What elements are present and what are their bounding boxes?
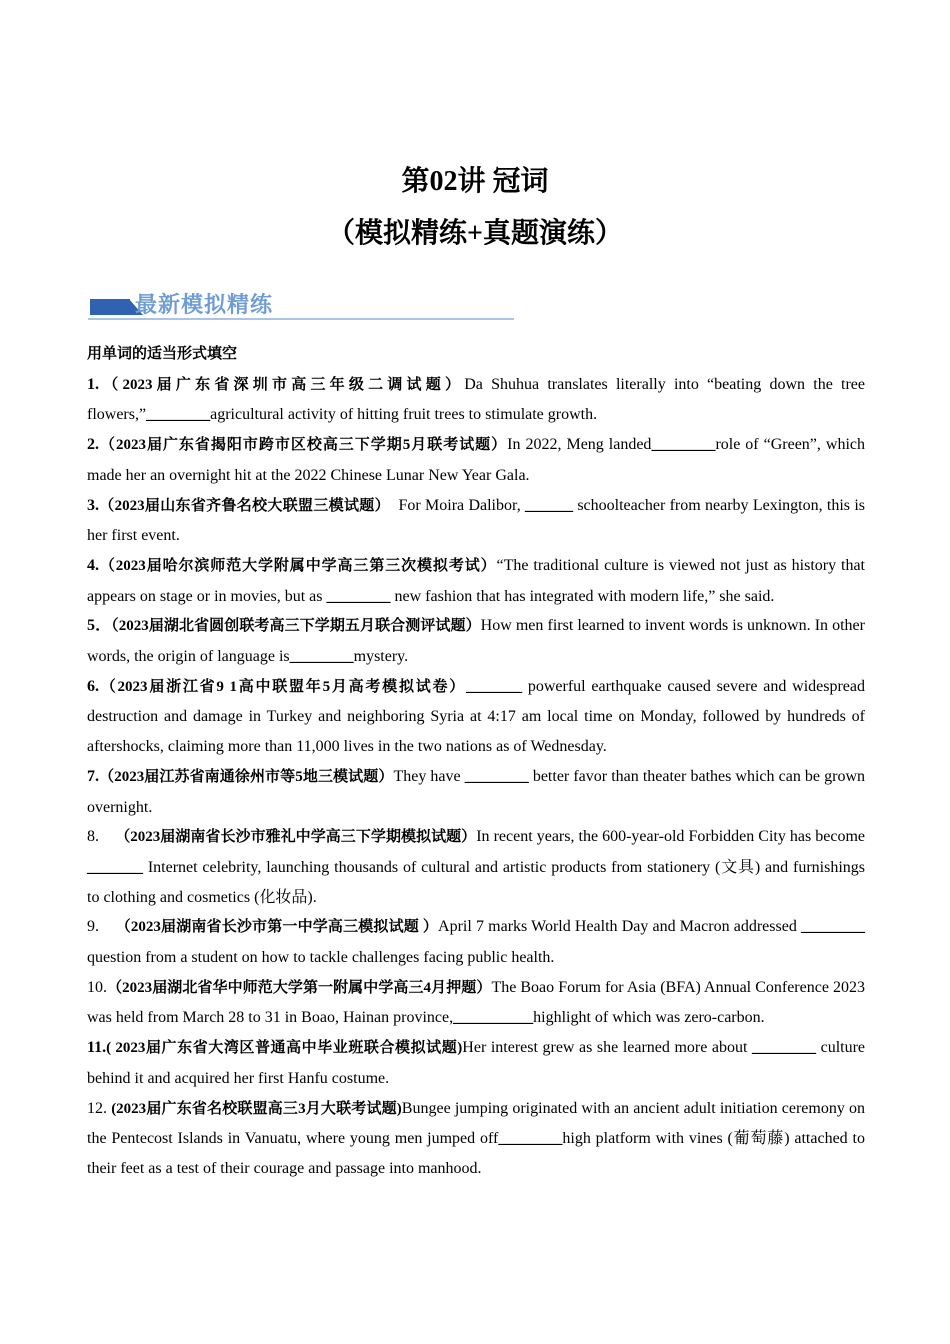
question-number: 11. [87, 1039, 107, 1057]
answer-blank[interactable]: ________ [796, 918, 869, 936]
answer-blank[interactable]: ______ [520, 496, 578, 514]
answer-blank[interactable]: ________ [146, 406, 211, 424]
question-text-before: Bungee jumping originated with an ancient adult initiation ceremony on the Pentecost Islands in Vanuatu, where young men jumped off [87, 1099, 866, 1148]
question-item [87, 672, 865, 762]
question-item [87, 370, 865, 430]
question-text-before: The Boao Forum for Asia (BFA) Annual Conference 2023 was held from March 28 to 31 in Boao, Hainan province, [87, 978, 865, 1027]
question-item [87, 611, 865, 671]
question-item [87, 912, 869, 972]
question-text-before: In recent years, the 600-year-old Forbidden City has become [476, 828, 866, 846]
question-source: （2023届山东省齐鲁名校大联盟三模试题） [99, 497, 390, 514]
question-number: 6. [87, 677, 99, 695]
question-text-after: powerful earthquake caused severe and widespread destruction and damage in Turkey and neighboring Syria at 4:17 am local time on Monday, followed by hundreds of aftershocks, claiming more than 11,000 lives in the two nations as of Wednesday. [87, 677, 866, 756]
question-source: （2023届广东省深圳市高三年级二调试题） [99, 376, 465, 393]
question-source: （2023届湖北省华中师范大学第一附属中学高三4月押题） [107, 979, 492, 996]
question-item [87, 491, 865, 551]
question-text-after: high platform with vines (葡萄藤) attached to their feet as a test of their courage and passage into manhood. [87, 1130, 865, 1177]
banner-bar-icon [90, 299, 130, 315]
question-text-before: “The traditional culture is viewed not just as history that appears on stage or in movies, but as [87, 556, 865, 605]
question-text-after: question from a student on how to tackle challenges facing public health. [87, 949, 555, 967]
section-title: 最新模拟精练 [135, 293, 274, 318]
question-number: 10. [87, 978, 107, 996]
answer-blank[interactable]: __________ [453, 1009, 534, 1027]
question-source: ( 2023届广东省大湾区普通高中毕业班联合模拟试题) [106, 1040, 463, 1057]
question-text-after: mystery. [353, 648, 409, 666]
question-text-before: How men first learned to invent words is unknown. In other words, the origin of language is [87, 617, 865, 666]
question-number: 5． [87, 617, 112, 635]
question-source: （2023届江苏省南通徐州市等5地三模试题） [99, 768, 394, 785]
instruction: 用单词的适当形式填空 [87, 346, 238, 362]
question-number: 7. [87, 767, 99, 785]
question-item [87, 1094, 865, 1184]
question-item [87, 1033, 865, 1093]
question-text-before: In 2022, Meng landed [507, 436, 652, 454]
question-text-before: Her interest grew as she learned more about [462, 1039, 748, 1057]
question-number: 4. [87, 556, 99, 574]
question-source: （2023届广东省揭阳市跨市区校高三下学期5月联考试题） [99, 437, 508, 454]
answer-blank[interactable]: _______ [466, 677, 528, 695]
question-source: （2023届湖北省圆创联考高三下学期五月联合测评试题） [111, 618, 481, 635]
question-text-before: For Moira Dalibor, [389, 496, 521, 514]
question-source: （2023届湖南省长沙市第一中学高三模拟试题 ） [115, 919, 439, 936]
section-banner [88, 290, 514, 322]
question-text-after: schoolteacher from nearby Lexington, this is her first event. [87, 496, 866, 545]
question-text-before: They have [393, 767, 461, 785]
banner-underline [88, 318, 514, 320]
question-item [87, 762, 865, 822]
question-number: 3. [87, 496, 99, 514]
question-text-before: April 7 marks World Health Day and Macron addressed [438, 918, 797, 936]
answer-blank[interactable]: ________ [747, 1039, 821, 1057]
page-subtitle: （模拟精练+真题演练） [327, 218, 623, 249]
question-text-after: better favor than theater bathes which can be grown overnight. [87, 767, 866, 816]
question-item [87, 822, 870, 912]
question-source: （2023届湖南省长沙市雅礼中学高三下学期模拟试题） [115, 829, 477, 846]
question-text-after: highlight of which was zero-carbon. [533, 1009, 765, 1027]
question-text-before: Da Shuhua translates literally into “beating down the tree flowers,” [87, 375, 865, 424]
answer-blank[interactable]: ________ [460, 767, 533, 785]
answer-blank[interactable]: ________ [498, 1130, 563, 1148]
question-item [87, 430, 865, 490]
question-number: 9. [87, 918, 116, 936]
question-number: 8. [87, 828, 116, 846]
page-title: 第02讲 冠词 [401, 166, 549, 197]
question-number: 1. [87, 375, 99, 393]
question-source: (2023届广东省名校联盟高三3月大联考试题) [111, 1100, 402, 1117]
question-text-after: role of “Green”, which made her an overnight hit at the 2022 Chinese Lunar New Year Gala. [87, 436, 865, 484]
question-number: 12. [87, 1099, 112, 1117]
question-item [87, 973, 865, 1033]
answer-blank[interactable]: _______ [87, 828, 870, 876]
answer-blank[interactable]: ________ [289, 648, 354, 666]
question-item [87, 551, 865, 611]
question-list [87, 340, 870, 1184]
question-source: （2023届浙江省9 1高中联盟年5月高考模拟试卷） [99, 678, 467, 695]
answer-blank[interactable]: ________ [651, 436, 716, 454]
question-text-after: culture behind it and acquired her first Hanfu costume. [87, 1039, 866, 1087]
question-source: （2023届哈尔滨师范大学附属中学高三第三次模拟考试） [99, 557, 497, 574]
question-text-after: Internet celebrity, launching thousands of cultural and artistic products from stationery (文具) and furnishings to clothing and cosmetics (化妆品). [87, 858, 865, 906]
question-text-after: new fashion that has integrated with modern life,” she said. [394, 587, 775, 605]
answer-blank[interactable]: ________ [322, 587, 395, 605]
question-number: 2. [87, 436, 99, 454]
question-text-after: agricultural activity of hitting fruit trees to stimulate growth. [210, 406, 598, 424]
